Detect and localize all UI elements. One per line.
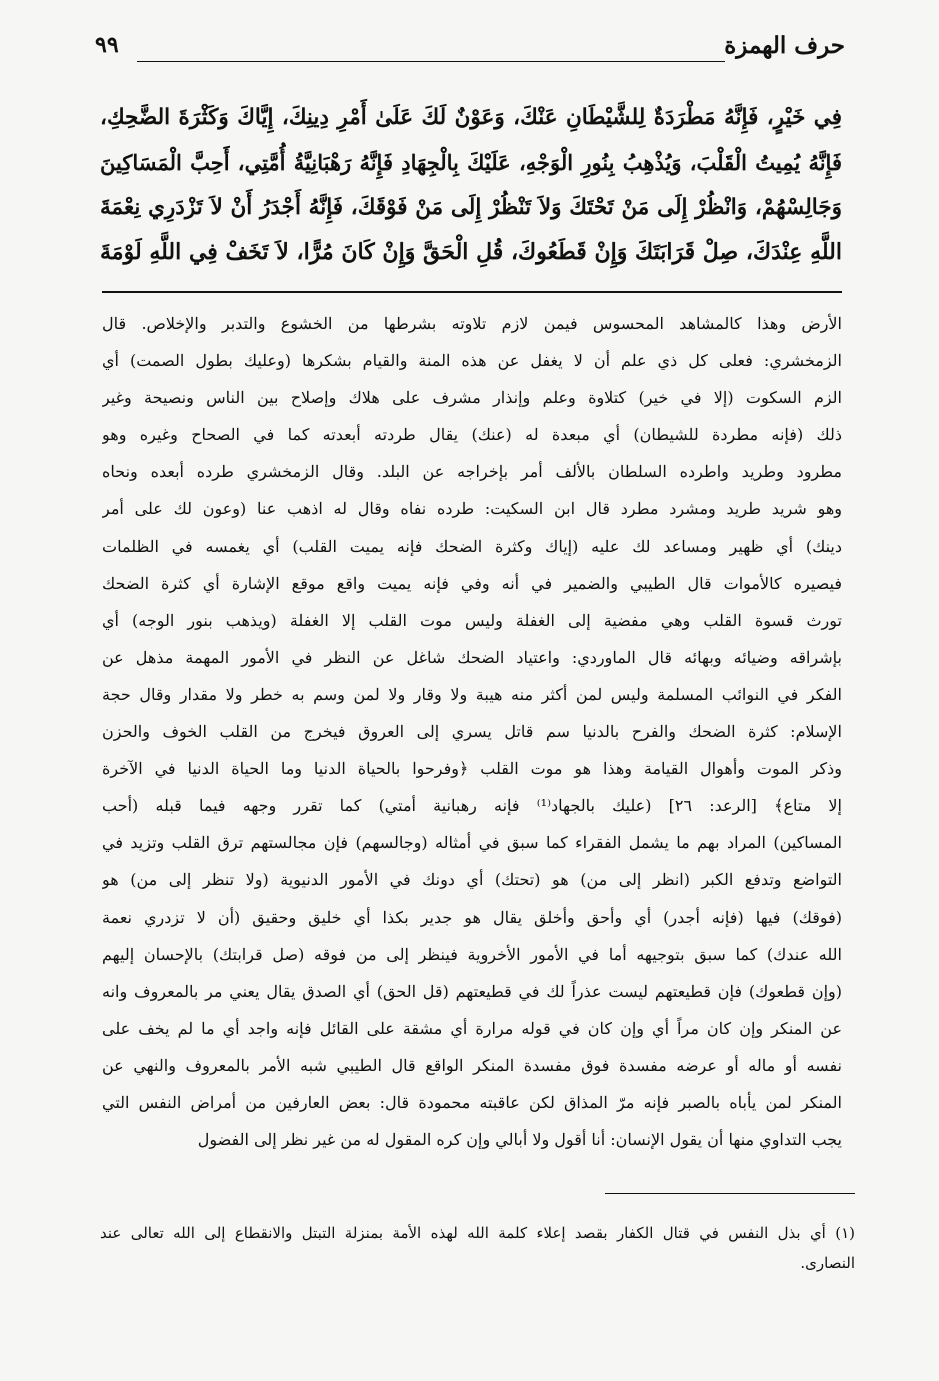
hadith-text xyxy=(100,95,842,275)
commentary-line: عن المنكر وإن كان مراً أي وإن كان في قوله مرارة أي مشقة على القائل فإنه واجد أي ما لم يخف على xyxy=(102,1018,842,1038)
page-header xyxy=(95,28,845,68)
section-divider xyxy=(102,291,842,293)
hadith-line: فِي خَيْرٍ، فَإِنَّهُ مَطْرَدَةٌ لِلشَّيْطَانِ عَنْكَ، وَعَوْنٌ لَكَ عَلَىٰ أَمْرِ دِينِكَ، إِيَّاكَ وَكَثْرَةَ الضَّحِكِ، xyxy=(100,105,842,130)
commentary-line: المنكر لمن يأباه بالصبر فإنه مرّ المذاق لكن عاقبته محمودة قال: بعض العارفين من أمراض النفس التي xyxy=(102,1092,842,1112)
commentary-line: الفكر في النوائب المسلمة وليس لمن أكثر منه هيبة ولا وقار ولا لمن وسم به خطر ولا مقدار وقال حجة xyxy=(102,684,842,704)
commentary-line: المساكين) المراد بهم ما يشمل الفقراء كما سبق في أمثاله (وجالسهم) فإن مجالستهم ترق القلب وتزيد في xyxy=(102,833,842,853)
commentary-line: تورث قسوة القلب وهي مفضية إلى الغفلة وليس موت القلب إلا الغفلة (ويذهب بنور الوجه) أي xyxy=(102,610,842,630)
commentary-line: الأرض وهذا كالمشاهد المحسوس فيمن لازم تلاوته بشرطها من الخشوع والتدبر والإخلاص. قال xyxy=(102,314,842,333)
hadith-line: اللَّهِ عِنْدَكَ، صِلْ قَرَابَتَكَ وَإِنْ قَطَعُوكَ، قُلِ الْحَقَّ وَإِنْ كَانَ مُرًّا، لاَ تَخَفْ فِي اللَّهِ لَوْمَةَ xyxy=(100,239,842,265)
commentary-line: وذكر الموت وأهوال القيامة وهذا هو موت القلب ﴿وفرحوا بالحياة الدنيا وما الحياة الدنيا في الآخرة xyxy=(102,759,842,779)
page-number: ٩٩ xyxy=(95,32,119,58)
chapter-title: حرف الهمزة xyxy=(724,32,845,59)
commentary-line: (فوقك) فيها (فإنه أجدر) أي وأحق وأخلق يقال هو جدير بكذا أي خليق وحقيق (أن لا تزدري نعمة xyxy=(102,907,842,927)
header-rule xyxy=(137,61,725,62)
footnote xyxy=(100,1218,855,1278)
commentary-line: ذلك (فإنه مطردة للشيطان) أي مبعدة له (عنك) يقال طردته أبعدته كما في الصحاح وغيره وهو xyxy=(102,425,842,445)
hadith-line: وَجَالِسْهُمْ، وَانْظُرْ إِلَى مَنْ تَحْتَكَ وَلاَ تَنْظُرْ إِلَى مَنْ فَوْقَكَ، فَإِنَّهُ أَجْدَرُ أَنْ لاَ تَزْدَرِي نِعْمَةَ xyxy=(100,195,842,220)
commentary-line: الزمخشري: فعلى كل ذي علم أن لا يغفل عن هذه المنة والقيام بشكرها (وعليك بطول الصمت) أي xyxy=(102,351,842,371)
commentary-line: التواضع وتدفع الكبر (انظر إلى من) هو (تحتك) أي دونك في الأمور الدنيوية (ولا تنظر إلى من) هو xyxy=(102,870,842,890)
commentary-line: فيصيره كالأموات قال الطيبي والضمير في أنه وفي فإنه يميت واقع موقع الإشارة أي كثرة الضحك xyxy=(102,573,842,593)
commentary-line: الزم السكوت (إلا في خير) كتلاوة وعلم وإنذار مشرف على هلاك وإصلاح بين الناس ونصيحة وغير xyxy=(102,388,842,408)
commentary-line: بإشراقه وضيائه وبهائه قال الماوردي: واعتياد الضحك شاغل عن النظر في الأمور المهمة مذهل عن xyxy=(102,647,842,667)
commentary-line: (وإن قطعوك) فإن قطيعتهم ليست عذراً لك في قطيعتهم (قل الحق) أي الصدق يقال يعني مر بالمعروف وانه xyxy=(102,981,842,1001)
footnote-rule xyxy=(605,1193,855,1194)
commentary-line: الله عندك) كما سبق بتوجيهه أما في الأمور الأخروية فينظر إلى من فوقه (صل قرابتك) بالإحسان إليهم xyxy=(102,944,842,964)
commentary-text xyxy=(102,305,842,1158)
commentary-line: مطرود وطريد واطرده السلطان بالألف أمر بإخراجه عن البلد. وقال الزمخشري طرده أبعده ونحاه xyxy=(102,462,842,482)
commentary-line: نفسه أو ماله أو عرضه مفسدة فوق مفسدة المنكر الواقع قال الطيبي شبه الأمر بالمعروف والنهي عن xyxy=(102,1055,842,1075)
commentary-line: يجب التداوي منها أن يقول الإنسان: أنا أقول ولا أبالي وإن كره المقول له من غير نظر إلى الفضول xyxy=(197,1130,842,1150)
commentary-line: وهو شريد طريد ومشرد مطرد قال ابن السكيت: طرده نفاه وقال له اذهب عنا (وعون لك على أمر xyxy=(102,499,842,519)
footnote-line: النصارى. xyxy=(800,1254,855,1272)
commentary-line: الإسلام: كثرة الضحك والفرح بالدنيا سم قاتل يسري إلى العروق فيخرج من القلب الخوف والحزن xyxy=(102,722,842,742)
commentary-line: إلا متاع﴾ [الرعد: ٢٦] (عليك بالجهاد⁽¹⁾ فإنه رهبانية أمتي) كما تقرر وجهه فيما قبله (أحب xyxy=(102,796,842,816)
footnote-line: (١) أي بذل النفس في قتال الكفار بقصد إعلاء كلمة الله لهذه الأمة بمنزلة التبتل والانقطاع إلى الله تعالى عند xyxy=(100,1224,855,1242)
commentary-line: دينك) أي ظهير ومساعد لك عليه (إياك وكثرة الضحك فإنه يميت القلب) أي يغمسه في الظلمات xyxy=(102,536,842,556)
hadith-line: فَإِنَّهُ يُمِيتُ الْقَلْبَ، وَيُذْهِبُ بِنُورِ الْوَجْهِ، عَلَيْكَ بِالْجِهَادِ فَإِنَّهُ رَهْبَانِيَّةُ أُمَّتِي، أَحِبَّ الْمَسَاكِينَ xyxy=(100,150,842,175)
